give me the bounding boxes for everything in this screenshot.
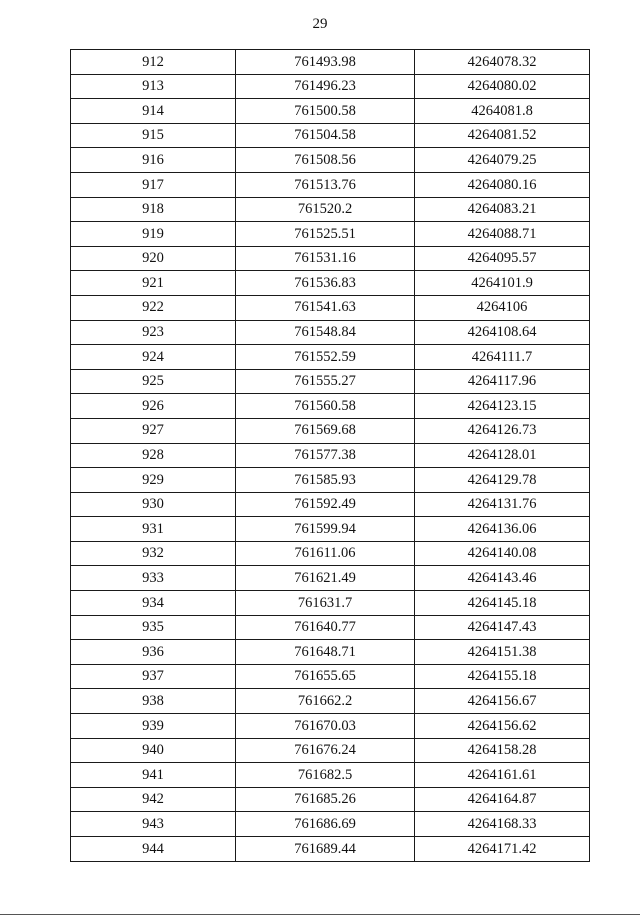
table-row: [71, 492, 590, 517]
y-coordinate-cell: 4264080.02: [415, 74, 590, 99]
table-row: [71, 148, 590, 173]
table-row: [71, 295, 590, 320]
table-row: [71, 394, 590, 419]
table-row: [71, 271, 590, 296]
point-number-cell: 925: [71, 369, 236, 394]
point-number-cell: 939: [71, 714, 236, 739]
table-row: [71, 517, 590, 542]
y-coordinate-cell: 4264128.01: [415, 443, 590, 468]
x-coordinate-cell: 761541.63: [236, 295, 415, 320]
x-coordinate-cell: 761531.16: [236, 246, 415, 271]
point-number-cell: 919: [71, 222, 236, 247]
point-number-cell: 936: [71, 640, 236, 665]
point-number-cell: 912: [71, 50, 236, 75]
y-coordinate-cell: 4264126.73: [415, 418, 590, 443]
table-row: [71, 541, 590, 566]
x-coordinate-cell: 761520.2: [236, 197, 415, 222]
point-number-cell: 913: [71, 74, 236, 99]
x-coordinate-cell: 761493.98: [236, 50, 415, 75]
point-number-cell: 937: [71, 664, 236, 689]
x-coordinate-cell: 761676.24: [236, 738, 415, 763]
table-row: [71, 418, 590, 443]
x-coordinate-cell: 761513.76: [236, 172, 415, 197]
table-row: [71, 787, 590, 812]
coordinates-table: [70, 49, 590, 862]
x-coordinate-cell: 761496.23: [236, 74, 415, 99]
point-number-cell: 944: [71, 837, 236, 862]
x-coordinate-cell: 761525.51: [236, 222, 415, 247]
table-row: [71, 591, 590, 616]
point-number-cell: 934: [71, 591, 236, 616]
y-coordinate-cell: 4264095.57: [415, 246, 590, 271]
x-coordinate-cell: 761548.84: [236, 320, 415, 345]
table-row: [71, 50, 590, 75]
point-number-cell: 920: [71, 246, 236, 271]
point-number-cell: 929: [71, 468, 236, 493]
table-row: [71, 369, 590, 394]
y-coordinate-cell: 4264108.64: [415, 320, 590, 345]
point-number-cell: 941: [71, 763, 236, 788]
point-number-cell: 926: [71, 394, 236, 419]
table-row: [71, 640, 590, 665]
table-row: [71, 123, 590, 148]
page-number: 29: [312, 16, 328, 32]
y-coordinate-cell: 4264078.32: [415, 50, 590, 75]
x-coordinate-cell: 761500.58: [236, 99, 415, 124]
table-row: [71, 443, 590, 468]
y-coordinate-cell: 4264158.28: [415, 738, 590, 763]
x-coordinate-cell: 761599.94: [236, 517, 415, 542]
point-number-cell: 922: [71, 295, 236, 320]
y-coordinate-cell: 4264081.52: [415, 123, 590, 148]
table-row: [71, 99, 590, 124]
x-coordinate-cell: 761504.58: [236, 123, 415, 148]
x-coordinate-cell: 761689.44: [236, 837, 415, 862]
y-coordinate-cell: 4264155.18: [415, 664, 590, 689]
table-row: [71, 664, 590, 689]
x-coordinate-cell: 761670.03: [236, 714, 415, 739]
point-number-cell: 914: [71, 99, 236, 124]
table-row: [71, 812, 590, 837]
point-number-cell: 943: [71, 812, 236, 837]
y-coordinate-cell: 4264164.87: [415, 787, 590, 812]
x-coordinate-cell: 761552.59: [236, 345, 415, 370]
table-body: [71, 50, 590, 862]
y-coordinate-cell: 4264151.38: [415, 640, 590, 665]
table-row: [71, 566, 590, 591]
point-number-cell: 935: [71, 615, 236, 640]
x-coordinate-cell: 761569.68: [236, 418, 415, 443]
table-row: [71, 714, 590, 739]
point-number-cell: 915: [71, 123, 236, 148]
point-number-cell: 918: [71, 197, 236, 222]
y-coordinate-cell: 4264140.08: [415, 541, 590, 566]
table-row: [71, 689, 590, 714]
x-coordinate-cell: 761648.71: [236, 640, 415, 665]
point-number-cell: 940: [71, 738, 236, 763]
x-coordinate-cell: 761508.56: [236, 148, 415, 173]
table-row: [71, 837, 590, 862]
x-coordinate-cell: 761560.58: [236, 394, 415, 419]
y-coordinate-cell: 4264131.76: [415, 492, 590, 517]
y-coordinate-cell: 4264080.16: [415, 172, 590, 197]
table-row: [71, 615, 590, 640]
x-coordinate-cell: 761686.69: [236, 812, 415, 837]
point-number-cell: 932: [71, 541, 236, 566]
y-coordinate-cell: 4264136.06: [415, 517, 590, 542]
x-coordinate-cell: 761682.5: [236, 763, 415, 788]
x-coordinate-cell: 761655.65: [236, 664, 415, 689]
y-coordinate-cell: 4264145.18: [415, 591, 590, 616]
page-edge-line: [0, 914, 640, 915]
y-coordinate-cell: 4264129.78: [415, 468, 590, 493]
point-number-cell: 927: [71, 418, 236, 443]
y-coordinate-cell: 4264111.7: [415, 345, 590, 370]
x-coordinate-cell: 761555.27: [236, 369, 415, 394]
y-coordinate-cell: 4264156.67: [415, 689, 590, 714]
y-coordinate-cell: 4264101.9: [415, 271, 590, 296]
y-coordinate-cell: 4264079.25: [415, 148, 590, 173]
x-coordinate-cell: 761585.93: [236, 468, 415, 493]
point-number-cell: 931: [71, 517, 236, 542]
x-coordinate-cell: 761536.83: [236, 271, 415, 296]
y-coordinate-cell: 4264117.96: [415, 369, 590, 394]
table-row: [71, 172, 590, 197]
x-coordinate-cell: 761592.49: [236, 492, 415, 517]
table-row: [71, 74, 590, 99]
table-row: [71, 320, 590, 345]
point-number-cell: 930: [71, 492, 236, 517]
x-coordinate-cell: 761640.77: [236, 615, 415, 640]
x-coordinate-cell: 761577.38: [236, 443, 415, 468]
table-row: [71, 197, 590, 222]
x-coordinate-cell: 761685.26: [236, 787, 415, 812]
x-coordinate-cell: 761611.06: [236, 541, 415, 566]
point-number-cell: 921: [71, 271, 236, 296]
y-coordinate-cell: 4264143.46: [415, 566, 590, 591]
y-coordinate-cell: 4264147.43: [415, 615, 590, 640]
y-coordinate-cell: 4264168.33: [415, 812, 590, 837]
point-number-cell: 917: [71, 172, 236, 197]
y-coordinate-cell: 4264083.21: [415, 197, 590, 222]
y-coordinate-cell: 4264161.61: [415, 763, 590, 788]
point-number-cell: 938: [71, 689, 236, 714]
point-number-cell: 928: [71, 443, 236, 468]
table-row: [71, 222, 590, 247]
y-coordinate-cell: 4264088.71: [415, 222, 590, 247]
y-coordinate-cell: 4264156.62: [415, 714, 590, 739]
x-coordinate-cell: 761662.2: [236, 689, 415, 714]
y-coordinate-cell: 4264081.8: [415, 99, 590, 124]
point-number-cell: 933: [71, 566, 236, 591]
y-coordinate-cell: 4264123.15: [415, 394, 590, 419]
point-number-cell: 942: [71, 787, 236, 812]
point-number-cell: 923: [71, 320, 236, 345]
point-number-cell: 916: [71, 148, 236, 173]
table-row: [71, 345, 590, 370]
point-number-cell: 924: [71, 345, 236, 370]
table-row: [71, 246, 590, 271]
table-row: [71, 763, 590, 788]
x-coordinate-cell: 761631.7: [236, 591, 415, 616]
table-row: [71, 738, 590, 763]
x-coordinate-cell: 761621.49: [236, 566, 415, 591]
y-coordinate-cell: 4264106: [415, 295, 590, 320]
table-row: [71, 468, 590, 493]
y-coordinate-cell: 4264171.42: [415, 837, 590, 862]
